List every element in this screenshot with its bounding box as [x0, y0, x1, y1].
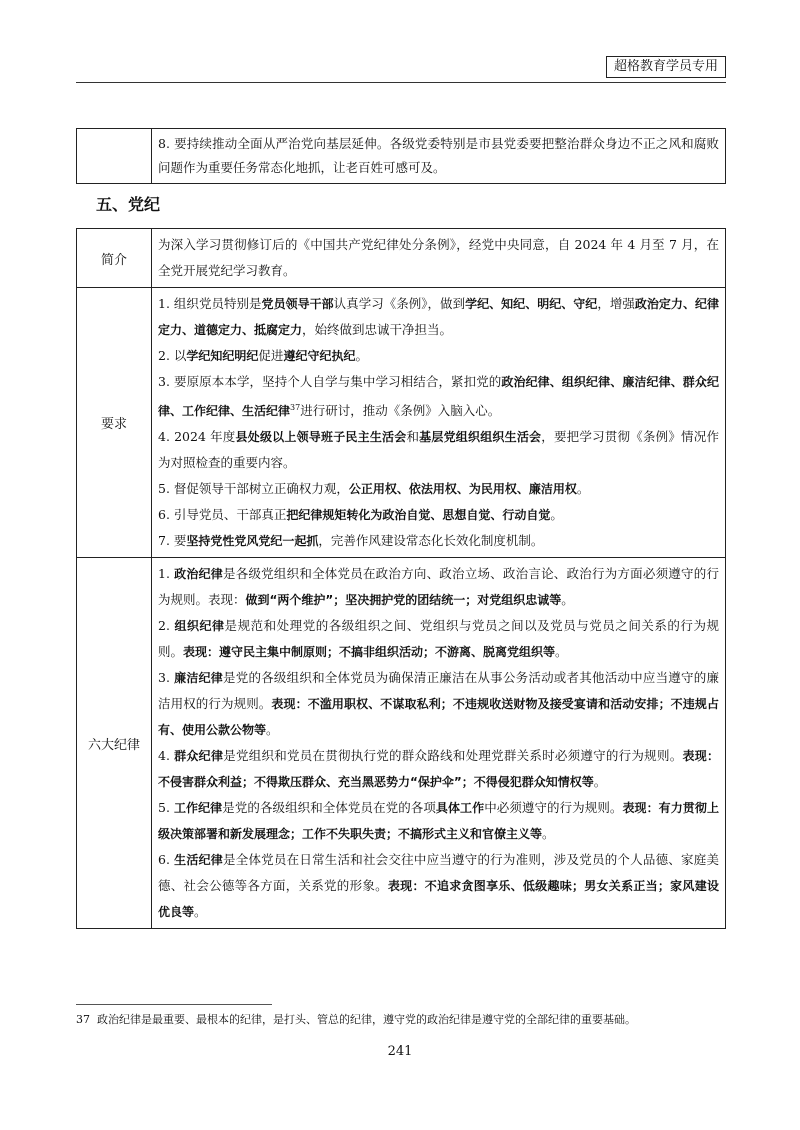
text: ，始终做到忠诚干净担当。: [302, 322, 453, 337]
emphasis: 政治纪律、组织纪律、廉洁纪律、群众纪律、工作纪律、生活纪律: [158, 375, 719, 419]
footnote-text: 政治纪律是最重要、最根本的纪律，是打头、管总的纪律，遵守党的政治纪律是遵守党的全部纪律的重要基础。: [97, 1013, 636, 1026]
requirement-2: [158, 343, 719, 369]
text: 。: [355, 348, 368, 363]
emphasis: 做到“两个维护”；坚决拥护党的团结统一；对党组织忠诚等: [245, 593, 562, 608]
emphasis: 县处级以上领导班子民主生活会: [235, 430, 407, 445]
requirement-3: [158, 369, 719, 424]
text: 2. 以: [158, 348, 187, 363]
six-disciplines-label: 六大纪律: [77, 558, 152, 929]
text: 是全体党员在日常生活和社会交往中应当遵守的行为准则，涉及党员的个人品德、家庭美德、社会公德等各方面，关系党的形象。: [158, 852, 719, 894]
six-disciplines-cell: [152, 558, 726, 929]
item-8-text: 8. 要持续推动全面从严治党向基层延伸。各级党委特别是市县党委要把整治群众身边不正之风和腐败问题作为重要任务常态化地抓，让老百姓可感可及。: [158, 136, 719, 175]
text: 。: [542, 826, 555, 842]
text: 进行研讨，推动《条例》入脑入心。: [300, 403, 501, 419]
text: 是党组织和党员在贯彻执行党的群众路线和处理党群关系时必须遵守的行为规则。: [223, 748, 683, 764]
discipline-name: 组织纪律: [174, 619, 225, 634]
requirements-cell: [152, 288, 726, 558]
empty-label-cell: [77, 129, 152, 184]
text: 。: [266, 722, 279, 738]
header-rule: [76, 82, 726, 83]
table-row: [77, 288, 726, 558]
table-row: [77, 558, 726, 929]
discipline-2: [158, 613, 719, 665]
emphasis: 表现：不追求贪图享乐、低级趣味；男女关系正当；家风建设优良等: [158, 879, 719, 920]
footnote: [76, 1012, 736, 1028]
text: 。: [593, 774, 607, 790]
discipline-name: 政治纪律: [174, 567, 224, 582]
text: 1. 组织党员特别是: [158, 296, 262, 311]
discipline-1: [158, 561, 719, 613]
discipline-name: 工作纪律: [173, 801, 223, 816]
footnote-number: 37: [76, 1013, 90, 1026]
text: 5.: [158, 800, 174, 816]
emphasis: 表现：遵守民主集中制原则；不搞非组织活动；不游离、脱离党组织等: [183, 645, 556, 660]
text: 6. 引导党员、干部真正: [158, 507, 287, 523]
continued-table: [76, 128, 726, 184]
emphasis: 学纪、知纪、明纪、守纪: [465, 297, 598, 311]
discipline-name: 廉洁纪律: [174, 671, 224, 686]
requirements-label: 要求: [77, 288, 152, 558]
requirement-6: [158, 502, 719, 528]
text: 6.: [158, 852, 175, 868]
text: 7. 要: [158, 533, 187, 549]
discipline-3: [158, 665, 719, 743]
text: 5. 督促领导干部树立正确权力观，: [158, 481, 349, 497]
text: 是党的各级组织和全体党员为确保清正廉洁在从事公务活动或者其他活动中应当遵守的廉洁用权的行为规则。: [158, 670, 719, 712]
requirement-4: [158, 424, 719, 476]
text: 中必须遵守的行为规则。: [484, 800, 623, 816]
text: ，完善作风建设常态化长效化制度机制。: [318, 533, 544, 549]
text: 。: [555, 644, 568, 660]
emphasis: 公正用权、依法用权、为民用权、廉洁用权: [348, 482, 577, 497]
text: ，要把学习贯彻《条例》情况作为对照检查的重要内容。: [158, 429, 719, 471]
discipline-6: [158, 847, 719, 925]
text: 3. 要原原本本学，坚持个人自学与集中学习相结合，紧扣党的: [158, 374, 502, 389]
text: 2.: [158, 618, 175, 634]
content-cell: [152, 129, 726, 184]
text: 1.: [158, 566, 175, 582]
emphasis: 表现：不侵害群众利益；不得欺压群众、充当黑恶势力“保护伞”；不得侵犯群众知情权等: [158, 749, 719, 790]
intro-label: 简介: [77, 229, 152, 288]
requirement-1: [158, 291, 719, 343]
text: 。: [550, 507, 563, 523]
intro-text: 为深入学习贯彻修订后的《中国共产党纪律处分条例》，经党中央同意，自 2024 年 4 月至 7 月，在全党开展党纪学习教育。: [158, 237, 719, 278]
text: 促进: [258, 348, 284, 363]
text: 认真学习《条例》，做到: [333, 296, 466, 311]
text: 是各级党组织和全体党员在政治方向、政治立场、政治言论、政治行为方面必须遵守的行为规则。表现：: [158, 566, 719, 608]
text: 是规范和处理党的各级组织之间、党组织与党员之间以及党员与党员之间关系的行为规则。: [158, 618, 719, 660]
emphasis: 政治定力、纪律定力、道德定力、抵腐定力: [158, 297, 719, 337]
emphasis: 表现：不滥用职权、不谋取私利；不违规收送财物及接受宴请和活动安排；不违规占有、使用公款公物等: [158, 697, 719, 738]
text: 。: [576, 481, 590, 497]
text: 是党的各级组织和全体党员在党的各项: [222, 800, 436, 816]
intro-cell: [152, 229, 726, 288]
text: 4.: [158, 748, 175, 764]
page-number: 241: [387, 1044, 413, 1059]
emphasis: 表现：有力贯彻上级决策部署和新发展理念；工作不失职失责；不搞形式主义和官僚主义等: [158, 801, 719, 842]
discipline-4: [158, 743, 719, 795]
emphasis: 坚持党性党风党纪一起抓: [186, 534, 319, 549]
emphasis: 学纪知纪明纪: [186, 349, 259, 363]
text: 3.: [158, 670, 175, 686]
requirement-5: [158, 476, 719, 502]
text: ，增强: [597, 296, 635, 311]
emphasis: 把纪律规矩转化为政治自觉、思想自觉、行动自觉: [286, 508, 551, 523]
discipline-name: 群众纪律: [174, 749, 224, 764]
table-row: [77, 129, 726, 184]
footnote-divider: [76, 1004, 272, 1005]
text: 。: [561, 592, 574, 608]
requirement-7: [158, 528, 719, 554]
table-row: [77, 229, 726, 288]
header-stamp: 超格教育学员专用: [606, 56, 726, 78]
emphasis: 具体工作: [435, 801, 485, 816]
section-title: 五、党纪: [96, 195, 161, 214]
emphasis: 遵纪守纪执纪: [283, 349, 356, 363]
discipline-name: 生活纪律: [174, 853, 224, 868]
party-discipline-table: [76, 228, 726, 929]
discipline-5: [158, 795, 719, 847]
footnote-ref: 37: [290, 403, 301, 412]
emphasis: 党员领导干部: [261, 297, 334, 311]
text: 4. 2024 年度: [158, 429, 236, 445]
text: 和: [406, 429, 420, 445]
text: 。: [194, 904, 207, 920]
emphasis: 基层党组织组织生活会: [419, 430, 542, 445]
